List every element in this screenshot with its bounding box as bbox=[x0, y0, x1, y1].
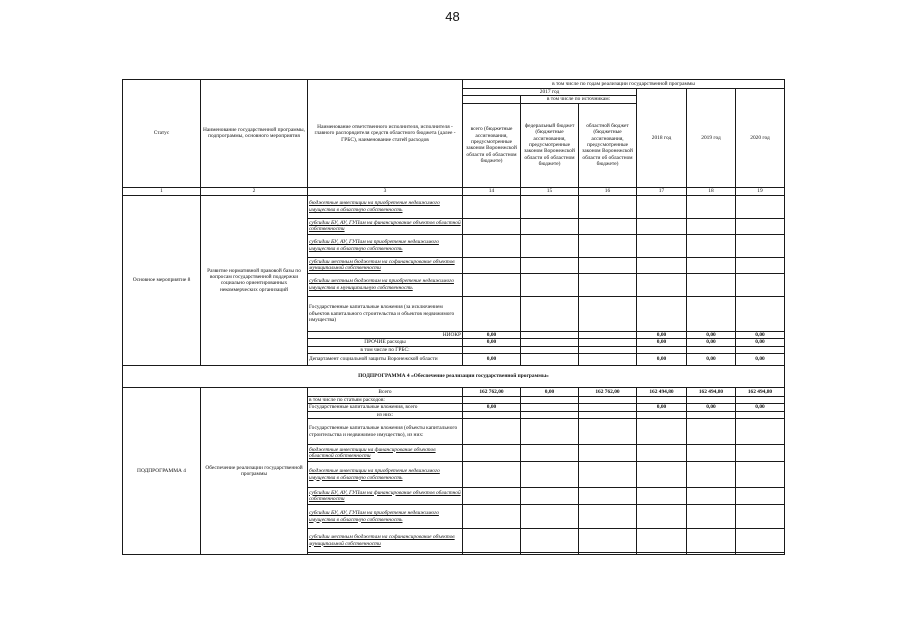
total-value: 162 494,80 bbox=[637, 387, 687, 396]
header-year-2017: 2017 год bbox=[463, 89, 637, 96]
capital-value: 0,00 bbox=[463, 404, 521, 411]
col-number: 2 bbox=[201, 187, 308, 195]
niokr-value: 0,00 bbox=[637, 331, 687, 338]
total-label: Всего bbox=[308, 387, 463, 396]
total-value: 162 762,00 bbox=[463, 387, 521, 396]
block1-row: субсидии местным бюджетам на софинансирование объектов муниципальной собственности bbox=[308, 257, 463, 273]
col-number: 19 bbox=[736, 187, 785, 195]
header-total: всего (бюджетные ассигнования, предусмотренные законом Воронежской области об областном бюджете) bbox=[463, 103, 521, 187]
block2-status: ПОДПРОГРАММА 4 bbox=[123, 387, 201, 554]
col-number: 3 bbox=[308, 187, 463, 195]
block1-name: Развитие нормативной правовой базы по вопросам государственной поддержки социально ориентированных некоммерческих организаций bbox=[201, 195, 308, 365]
block2-row: бюджетные инвестиции на финансирование объектов областной собственности bbox=[308, 445, 463, 462]
total-value: 0,00 bbox=[521, 387, 579, 396]
prochie-label: ПРОЧИЕ расходы bbox=[308, 339, 463, 346]
block1-row: Государственные капитальные вложения (за исключением объектов капитального строительства и объектов недвижимого имущества) bbox=[308, 296, 463, 331]
niokr-value: 0,00 bbox=[687, 331, 736, 338]
block2-row: субсидии БУ, АУ, ГУПам на финансирование объектов областной собственности bbox=[308, 488, 463, 505]
col-number: 15 bbox=[521, 187, 579, 195]
prochie-value: 0,00 bbox=[637, 339, 687, 346]
capital-value: 0,00 bbox=[637, 404, 687, 411]
budget-table bbox=[122, 79, 785, 555]
dept-value: 0,00 bbox=[637, 353, 687, 365]
block2-row: Государственные капитальные вложения (объекты капитального строительства и недвижимое имущество), из них: bbox=[308, 419, 463, 445]
dept-value: 0,00 bbox=[736, 353, 785, 365]
incl-articles-label: в том числе по статьям расходов: bbox=[308, 396, 463, 403]
niokr-value: 0,00 bbox=[736, 331, 785, 338]
header-year-2020: 2020 год bbox=[736, 89, 785, 188]
block1-row: субсидии БУ, АУ, ГУПам на приобретение недвижимого имущества в областную собственность bbox=[308, 234, 463, 257]
header-name: Наименование государственной программы, подпрограммы, основного мероприятия bbox=[201, 80, 308, 188]
capital-value: 0,00 bbox=[687, 404, 736, 411]
incl-grbs-label: в том числе по ГРБС: bbox=[308, 346, 463, 353]
header-years-group: в том числе по годам реализации государственной программы bbox=[463, 80, 785, 89]
header-year-2018: 2018 год bbox=[637, 89, 687, 188]
capital-value: 0,00 bbox=[736, 404, 785, 411]
of-them-label: из них: bbox=[308, 411, 463, 418]
total-value: 162 494,80 bbox=[736, 387, 785, 396]
col-number: 1 bbox=[123, 187, 201, 195]
header-federal: федеральный бюджет (бюджетные ассигнования, предусмотренные законом Воронежской области об областном бюджете) bbox=[521, 103, 579, 187]
block2-name: Обеспечение реализации государственной программы bbox=[201, 387, 308, 554]
header-status: Статус bbox=[123, 80, 201, 188]
prochie-value: 0,00 bbox=[736, 339, 785, 346]
header-year-2019: 2019 год bbox=[687, 89, 736, 188]
col-number: 16 bbox=[579, 187, 637, 195]
block1-status: Основное мероприятие 8 bbox=[123, 195, 201, 365]
niokr-value: 0,00 bbox=[463, 331, 521, 338]
block1-row: бюджетные инвестиции на приобретение недвижимого имущества в областную собственность bbox=[308, 195, 463, 218]
header-executor: Наименование ответственного исполнителя, исполнителя - главного распорядителя средств областного бюджета (далее - ГРБС), наименование статей расходов bbox=[308, 80, 463, 188]
total-value: 162 762,00 bbox=[579, 387, 637, 396]
block2-row: субсидии местным бюджетам на софинансирование объектов муниципальной собственности bbox=[308, 529, 463, 553]
prochie-value: 0,00 bbox=[463, 339, 521, 346]
block2-row: бюджетные инвестиции на приобретение недвижимого имущества в областную собственность bbox=[308, 462, 463, 488]
capital-label: Государственные капитальные вложения, всего bbox=[308, 404, 463, 411]
col-number: 17 bbox=[637, 187, 687, 195]
block1-row: субсидии местным бюджетам на приобретение недвижимого имущества в муниципальную собственность bbox=[308, 273, 463, 296]
dept-value: 0,00 bbox=[463, 353, 521, 365]
total-value: 162 494,80 bbox=[687, 387, 736, 396]
col-number: 14 bbox=[463, 187, 521, 195]
niokr-label: НИОКР bbox=[308, 331, 463, 338]
header-by-source: в том числе по источникам: bbox=[521, 96, 637, 103]
dept-label: Департамент социальной защиты Воронежской области bbox=[308, 353, 463, 365]
block1-row: субсидии БУ, АУ, ГУПам на финансирование объектов областной собственности bbox=[309, 219, 461, 233]
block2-row: субсидии БУ, АУ, ГУПам на приобретение недвижимого имущества в областную собственность bbox=[308, 505, 463, 529]
col-number: 18 bbox=[687, 187, 736, 195]
dept-value: 0,00 bbox=[687, 353, 736, 365]
section-title: ПОДПРОГРАММА 4 «Обеспечение реализации государственной программы» bbox=[123, 365, 785, 387]
prochie-value: 0,00 bbox=[687, 339, 736, 346]
page-number: 48 bbox=[445, 9, 460, 24]
header-regional: областной бюджет (бюджетные ассигнования, предусмотренные законом Воронежской области об областном бюджете) bbox=[579, 103, 637, 187]
